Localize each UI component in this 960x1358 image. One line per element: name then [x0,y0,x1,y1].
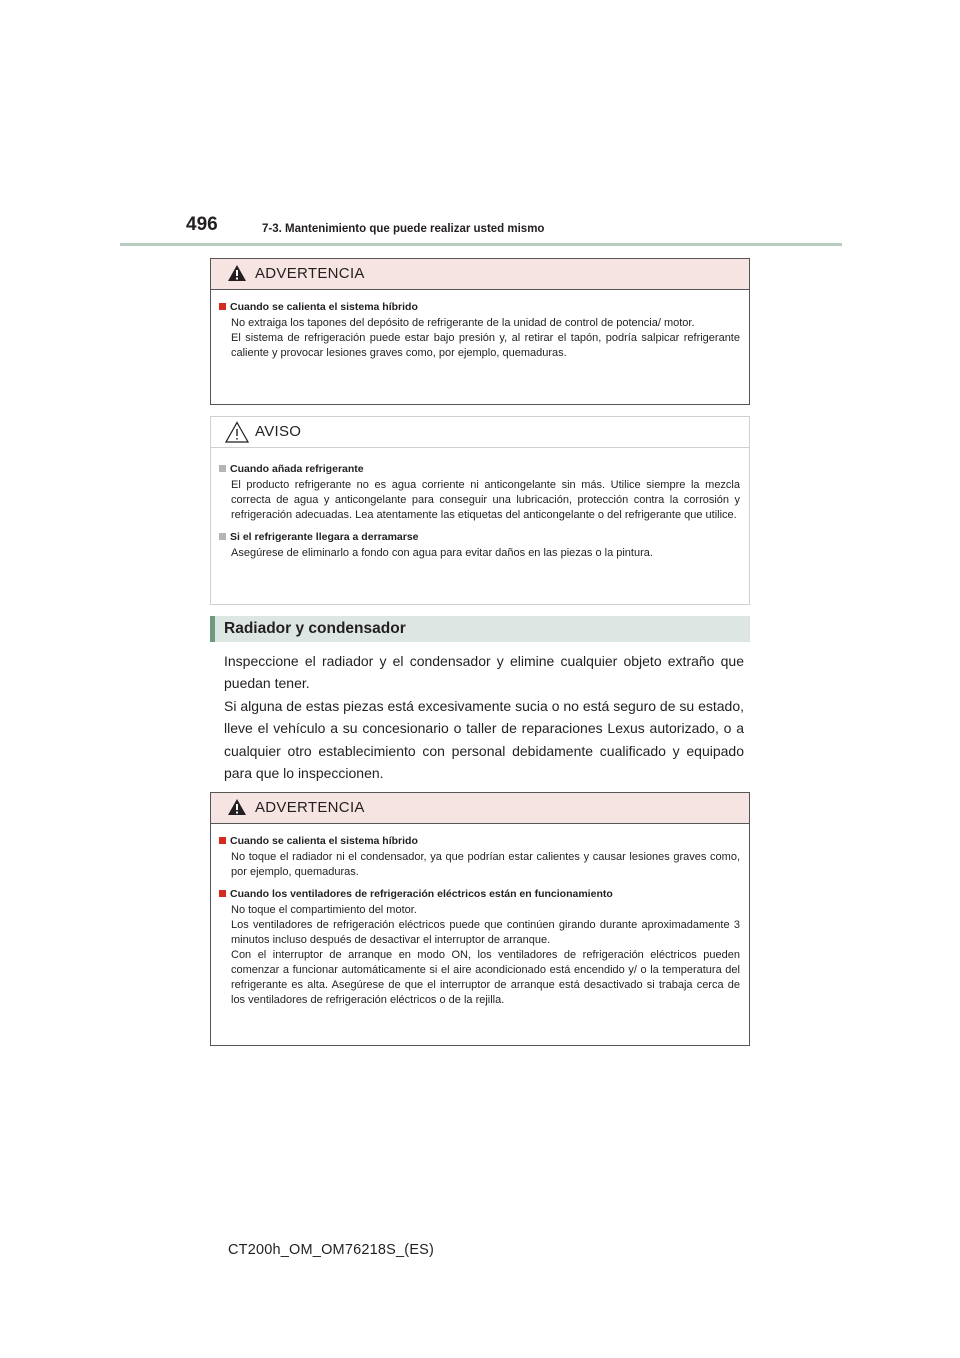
section-title: 7-3. Mantenimiento que puede realizar usted mismo [262,223,545,235]
item-heading: Cuando se calienta el sistema híbrido [230,301,418,313]
item-text: No toque el compartimiento del motor. [231,904,417,916]
warning-item [219,886,740,1008]
section-heading [210,616,750,642]
warning-title: ADVERTENCIA [255,265,365,282]
warning-box-hybrid-cap [210,258,750,405]
item-heading: Cuando añada refrigerante [230,463,364,475]
warning-header [211,259,749,290]
document-code: CT200h_OM_OM76218S_(ES) [228,1242,435,1258]
item-text: Con el interruptor de arranque en modo ON, los ventiladores de refrigeración eléctricos pueden comenzar a funcionar automáticamente si el aire acondicionado está encendido y/ o la temperatura del refrigerante es alta. Asegúrese de que el interruptor de arranque está desactivado si trabaja cerca de los ventiladores de refrigeración eléctricos o de la rejilla. [231,949,740,1006]
square-bullet-icon [219,533,226,540]
item-text: El sistema de refrigeración puede estar bajo presión y, al retirar el tapón, podría salpicar refrigerante caliente y provocar lesiones graves como, por ejemplo, quemaduras. [231,332,740,359]
item-heading: Si el refrigerante llegara a derramarse [230,531,419,543]
square-bullet-icon [219,890,226,897]
warning-item [219,833,740,880]
warning-title: ADVERTENCIA [255,799,365,816]
section-accent-bar [210,616,215,642]
square-bullet-icon [219,465,226,472]
item-text: Los ventiladores de refrigeración eléctricos puede que continúen girando durante aproximadamente 3 minutos incluso después de desactivar el interruptor de arranque. [231,919,740,946]
body-paragraph: Inspeccione el radiador y el condensador y elimine cualquier objeto extraño que puedan tener. [224,653,744,692]
square-bullet-icon [219,837,226,844]
notice-item [219,461,740,523]
header-divider [120,243,842,246]
page-number: 496 [186,214,218,235]
section-heading-title: Radiador y condensador [224,620,406,637]
warning-triangle-icon [227,264,247,282]
caution-triangle-icon [225,421,249,443]
warning-triangle-icon [227,798,247,816]
item-heading: Cuando se calienta el sistema híbrido [230,835,418,847]
item-text: No extraiga los tapones del depósito de refrigerante de la unidad de control de potencia/ motor. [231,317,695,329]
notice-box-coolant [210,416,750,605]
square-bullet-icon [219,303,226,310]
item-heading: Cuando los ventiladores de refrigeración eléctricos están en funcionamiento [230,888,613,900]
item-text: No toque el radiador ni el condensador, ya que podrían estar calientes y causar lesiones graves como, por ejemplo, quemaduras. [231,851,740,878]
notice-header [211,417,749,448]
item-text: El producto refrigerante no es agua corriente ni anticongelante sin más. Utilice siempre la mezcla correcta de agua y anticongelante para conseguir una lubricación, protección contra la corrosión y refrigeración adecuadas. Lea atentamente las etiquetas del anticongelante o del refrigerante que utilice. [231,479,740,521]
body-paragraph: Si alguna de estas piezas está excesivamente sucia o no está seguro de su estado, lleve el vehículo a su concesionario o taller de reparaciones Lexus autorizado, o a cualquier otro establecimiento con personal debidamente cualificado y equipado para que lo inspeccionen. [224,697,744,782]
warning-header [211,793,749,824]
warning-item [219,299,740,361]
notice-item [219,529,740,561]
notice-title: AVISO [255,423,302,440]
section-body [224,650,744,784]
item-text: Asegúrese de eliminarlo a fondo con agua para evitar daños en las piezas o la pintura. [231,547,653,559]
warning-box-radiator [210,792,750,1046]
